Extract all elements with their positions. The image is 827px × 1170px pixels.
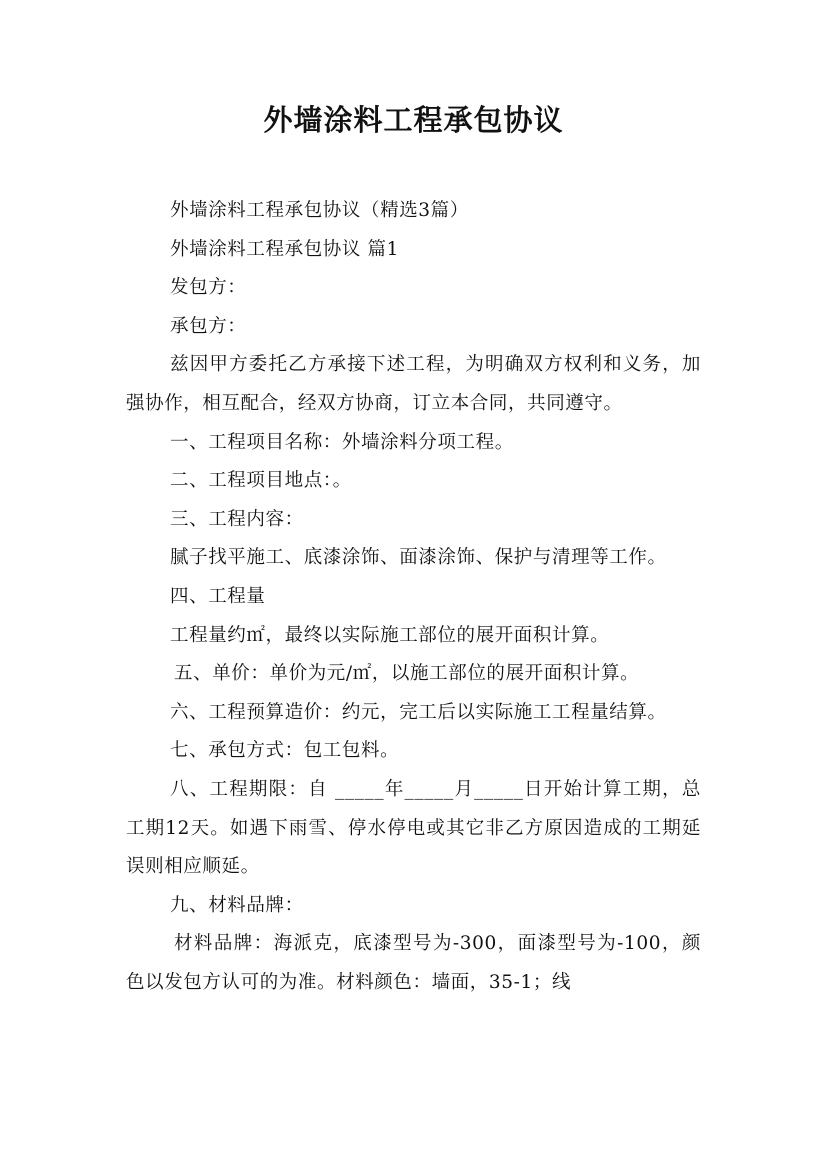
paragraph-item-6: 六、工程预算造价：约元，完工后以实际施工工程量结算。 <box>170 701 667 723</box>
document-title: 外墙涂料工程承包协议 <box>263 103 564 137</box>
paragraph-subtitle: 外墙涂料工程承包协议（精选3篇） <box>170 200 469 221</box>
paragraph-item-9: 九、材料品牌： <box>170 894 304 916</box>
paragraph-contractor: 承包方： <box>170 315 247 337</box>
paragraph-work-content: 腻子找平施工、底漆涂饰、面漆涂饰、保护与清理等工作。 <box>170 547 667 569</box>
paragraph-item-2: 二、工程项目地点：。 <box>170 470 352 492</box>
paragraph-item-7: 七、承包方式：包工包料。 <box>170 740 400 762</box>
paragraph-section-heading: 外墙涂料工程承包协议 篇1 <box>170 238 399 260</box>
paragraph-item-1: 一、工程项目名称：外墙涂料分项工程。 <box>170 431 514 453</box>
paragraph-employer: 发包方： <box>170 277 247 299</box>
paragraph-item-4: 四、工程量 <box>170 585 266 607</box>
paragraph-item-5: 五、单价：单价为元/㎡，以施工部位的展开面积计算。 <box>174 663 640 685</box>
paragraph-quantity: 工程量约㎡，最终以实际施工部位的展开面积计算。 <box>170 624 610 646</box>
document-body <box>126 192 701 1002</box>
paragraph-item-8: 八、工程期限：自 _____年_____月_____日开始计算工期，总工期12天。如遇下雨雪、停水停电或其它非乙方原因造成的工期延误则相应顺延。 <box>126 778 701 878</box>
paragraph-material-brand: 材料品牌：海派克，底漆型号为-300，面漆型号为-100，颜色以发包方认可的为准。材料颜色：墙面，35-1；线 <box>126 933 701 993</box>
paragraph-preamble: 兹因甲方委托乙方承接下述工程，为明确双方权利和义务，加强协作，相互配合，经双方协商，订立本合同，共同遵守。 <box>126 354 701 414</box>
paragraph-item-3: 三、工程内容： <box>170 508 304 530</box>
